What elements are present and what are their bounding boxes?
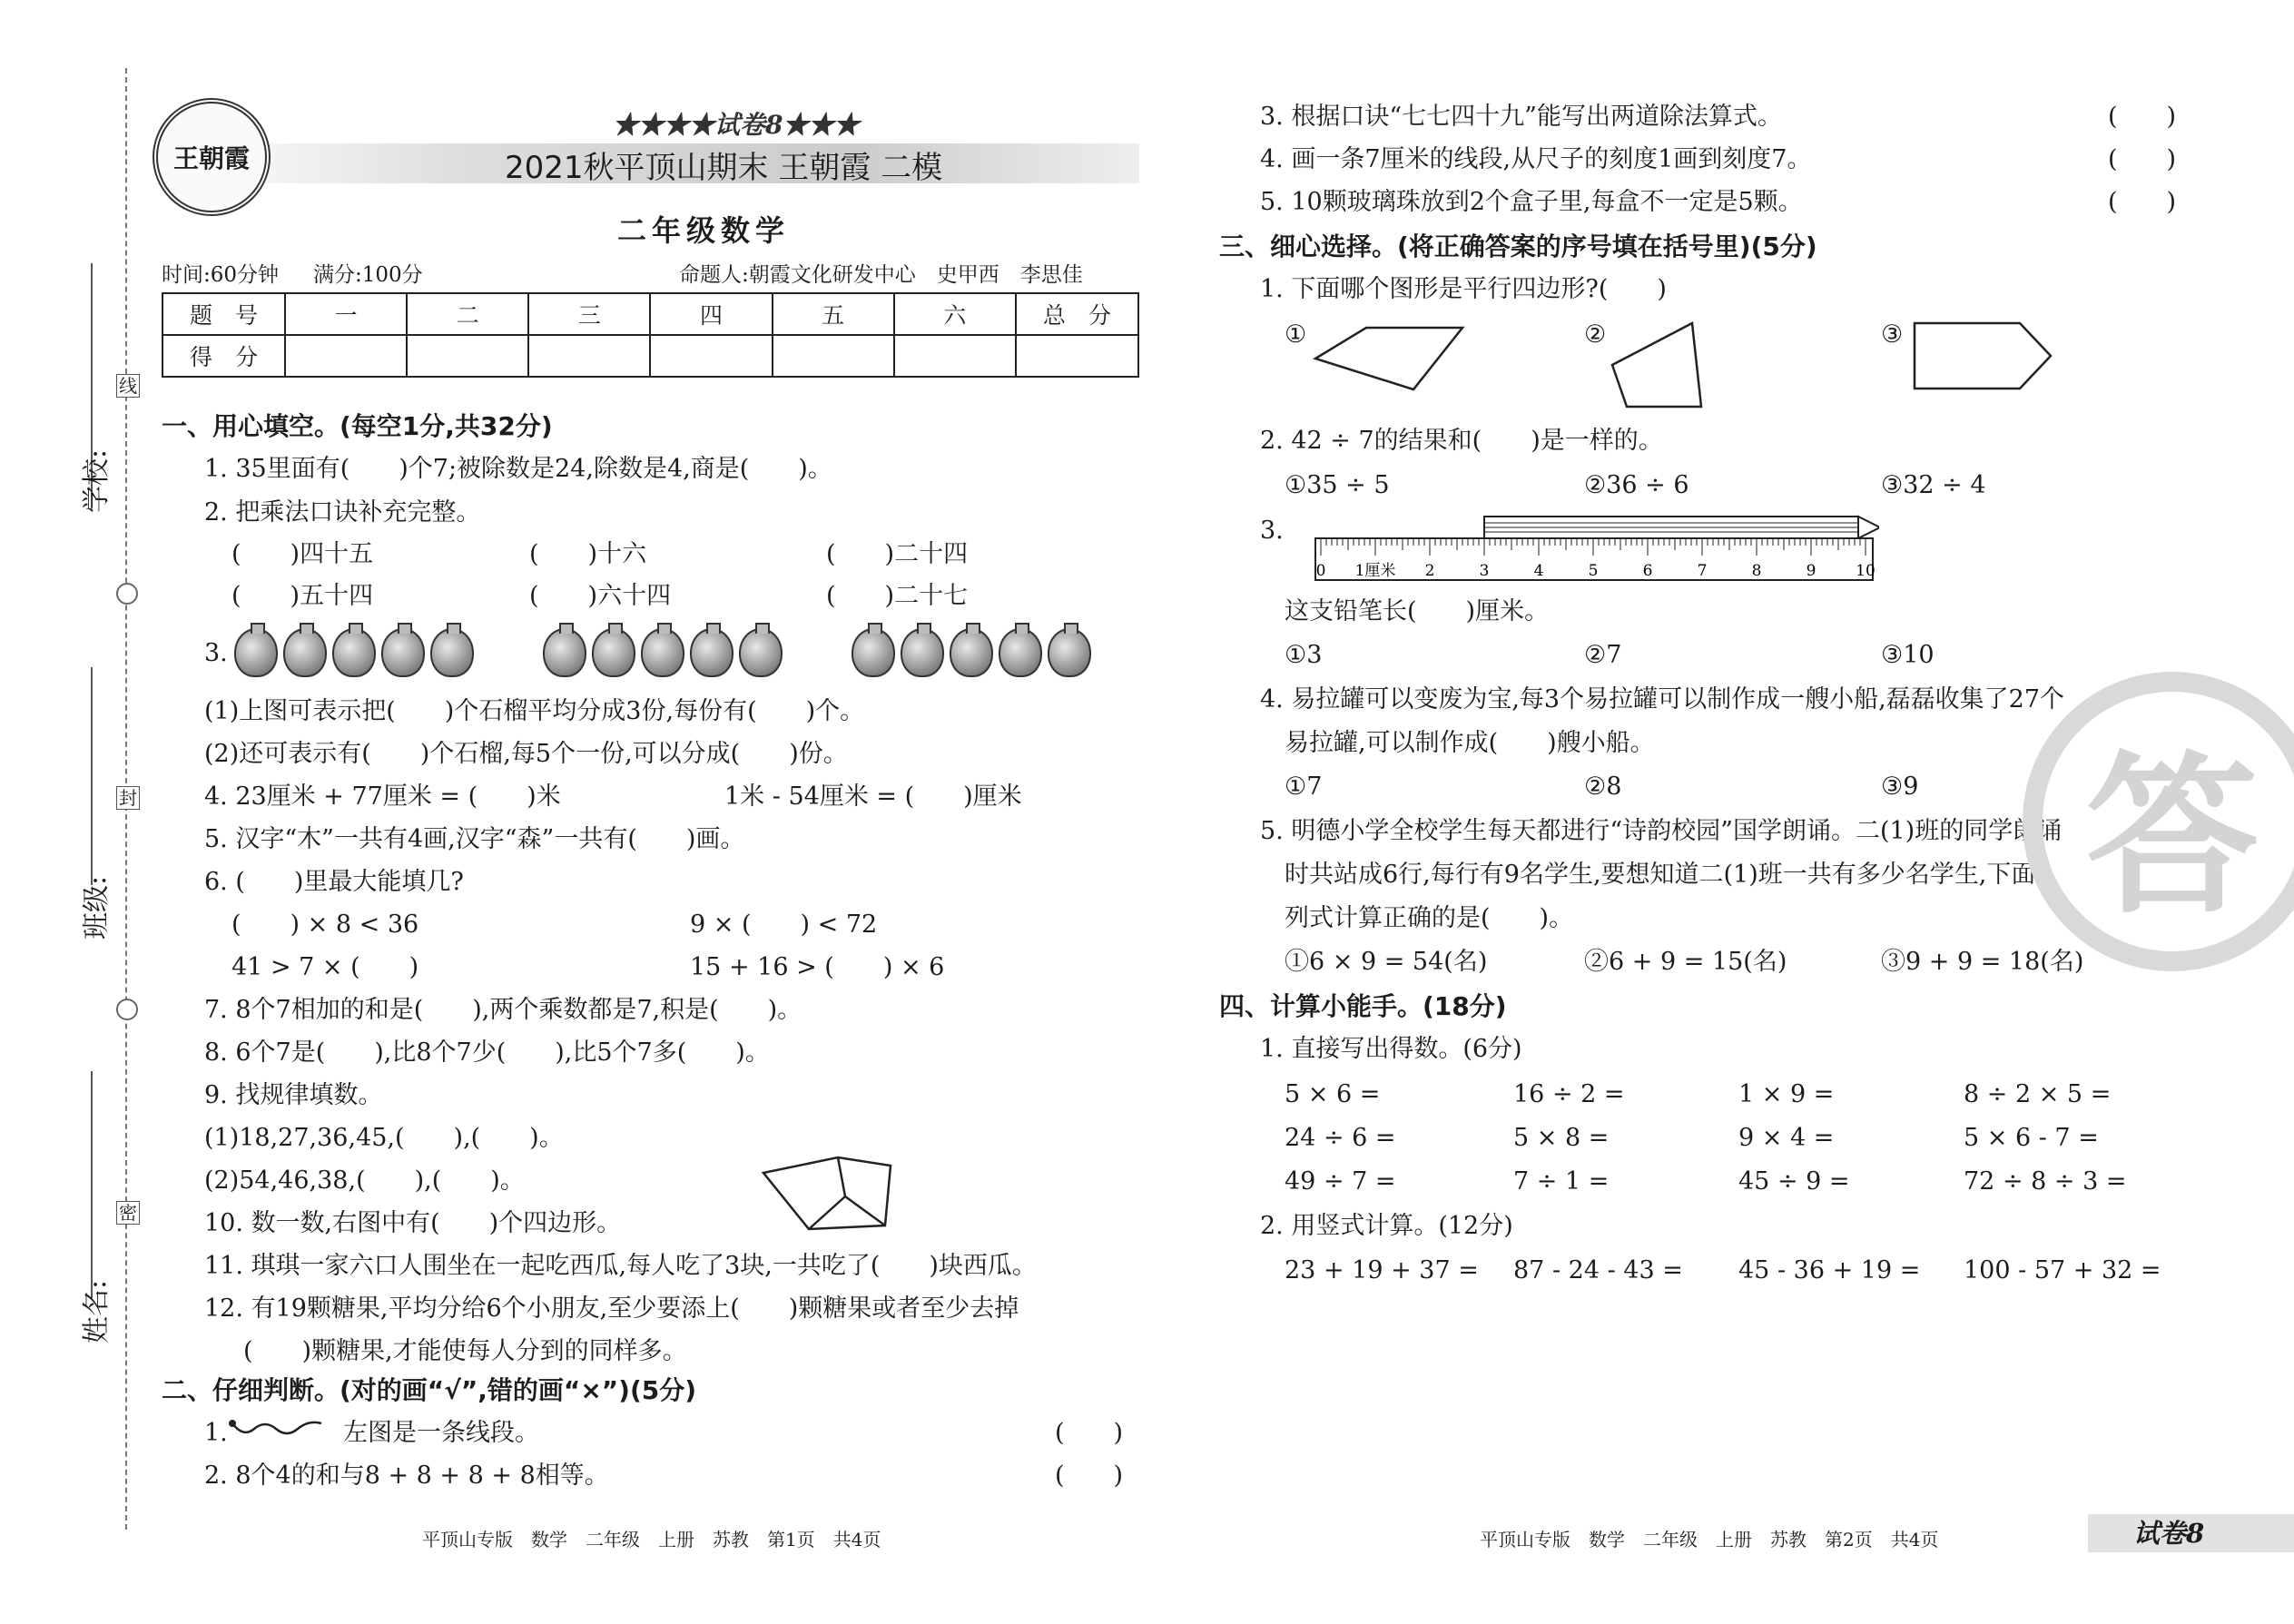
question-6: 6. ( )里最大能填几? (204, 868, 464, 896)
calc-item: 5 × 8 = (1513, 1124, 1610, 1152)
calc-item: 49 ÷ 7 = (1285, 1167, 1396, 1196)
question-3b: (2)还可表示有( )个石榴,每5个一份,可以分成( )份。 (204, 740, 848, 768)
choice-2: 2. 42 ÷ 7的结果和( )是一样的。 (1260, 427, 1663, 455)
binding-circle-2 (116, 999, 138, 1020)
calc-item: 5 × 6 = (1285, 1080, 1381, 1108)
score-input-cell[interactable] (1016, 335, 1138, 377)
ruler-tick-label: 5 (1588, 562, 1599, 580)
table-cell: 四 (650, 293, 772, 335)
judge-2-answer[interactable]: ( ) (1055, 1462, 1124, 1490)
ruler-tick-label: 4 (1533, 562, 1544, 580)
question-1: 1. 35里面有( )个7;被除数是24,除数是4,商是( )。 (204, 455, 832, 483)
shape-trapezoid (1607, 320, 1716, 410)
choice-5b: 时共站成6行,每行有9名学生,要想知道二(1)班一共有多少名学生,下面 (1285, 861, 2036, 889)
ruler-tick-label: 8 (1751, 562, 1762, 580)
quadrilateral-figure (758, 1153, 894, 1235)
choice-4a: 4. 易拉罐可以变废为宝,每3个易拉罐可以制作成一艘小船,磊磊收集了27个 (1260, 685, 2065, 714)
question-3-number: 3. (204, 639, 228, 667)
pomegranate-icon (739, 628, 783, 677)
c1-option: ① (1285, 320, 1307, 349)
calc-item: 45 ÷ 9 = (1738, 1167, 1850, 1196)
q2-item: ( )四十五 (231, 540, 374, 568)
table-cell: 得 分 (162, 335, 285, 377)
ruler-tick-label: 0 (1315, 562, 1326, 580)
exam-authors: 命题人:朝霞文化研发中心 史甲西 李思佳 (679, 263, 1083, 287)
judge-2: 2. 8个4的和与8 + 8 + 8 + 8相等。 (204, 1462, 609, 1490)
calc-item: 16 ÷ 2 = (1513, 1080, 1625, 1108)
class-underline (91, 667, 93, 885)
pomegranate-icon (234, 628, 278, 677)
judge-1-answer[interactable]: ( ) (1055, 1419, 1124, 1447)
choice-3-text: 这支铅笔长( )厘米。 (1285, 597, 1550, 625)
pomegranate-row (234, 628, 1097, 681)
calc-1: 1. 直接写出得数。(6分) (1260, 1035, 1522, 1063)
pomegranate-icon (1048, 628, 1091, 677)
q2-item: ( )二十四 (826, 540, 969, 568)
c5-option: ②6 + 9 = 15(名) (1584, 948, 1787, 976)
c3-option: ①3 (1285, 641, 1323, 669)
subject-title: 二年级数学 (617, 213, 791, 248)
section-2-heading: 二、仔细判断。(对的画“√”,错的画“×”)(5分) (162, 1375, 697, 1405)
judge-4-answer[interactable]: ( ) (2108, 145, 2177, 173)
logo-seal (153, 98, 271, 216)
exam-full-marks: 满分:100分 (313, 263, 423, 287)
pomegranate-icon (381, 628, 425, 677)
pomegranate-icon (543, 628, 586, 677)
c5-option: ①6 × 9 = 54(名) (1285, 948, 1488, 976)
pomegranate-icon (592, 628, 635, 677)
c2-option: ②36 ÷ 6 (1584, 471, 1689, 499)
wavy-line-figure (227, 1416, 327, 1443)
choice-3-number: 3. (1260, 517, 1284, 545)
score-input-cell[interactable] (650, 335, 772, 377)
ruler-tick-label: 7 (1697, 562, 1708, 580)
table-cell: 三 (528, 293, 650, 335)
ruler-tick-label: 9 (1806, 562, 1816, 580)
question-4b: 1米 - 54厘米 = ( )厘米 (724, 782, 1022, 811)
vertical-calc-item: 23 + 19 + 37 = (1285, 1256, 1479, 1284)
q2-item: ( )二十七 (826, 582, 969, 610)
c1-option: ③ (1881, 320, 1904, 349)
judge-3-answer[interactable]: ( ) (2108, 103, 2177, 131)
calc-item: 24 ÷ 6 = (1285, 1124, 1396, 1152)
binding-circle-1 (116, 583, 138, 605)
judge-1: 左图是一条线段。 (343, 1419, 539, 1447)
exam-title: 2021秋平顶山期末 王朝霞 二模 (505, 150, 943, 186)
pomegranate-icon (950, 628, 993, 677)
q2-item: ( )六十四 (529, 582, 672, 610)
vertical-calc-item: 100 - 57 + 32 = (1964, 1256, 2161, 1284)
shape-pentagon (1911, 320, 2056, 392)
score-input-cell[interactable] (285, 335, 407, 377)
q2-item: ( )五十四 (231, 582, 374, 610)
q6-item: ( ) × 8 < 36 (231, 910, 419, 939)
paper-tag-label: 试卷8 (2133, 1518, 2205, 1549)
table-cell: 五 (773, 293, 894, 335)
table-cell: 六 (894, 293, 1016, 335)
calc-2: 2. 用竖式计算。(12分) (1260, 1212, 1513, 1240)
pomegranate-icon (852, 628, 895, 677)
q6-item: 9 × ( ) < 72 (690, 910, 878, 939)
q6-item: 15 + 16 > ( ) × 6 (690, 953, 945, 981)
question-12b: ( )颗糖果,才能使每人分到的同样多。 (243, 1337, 687, 1365)
score-table (162, 292, 1139, 378)
score-table-score-row (162, 335, 1138, 377)
ruler-tick-label: 1厘米 (1354, 562, 1396, 580)
q2-item: ( )十六 (529, 540, 647, 568)
question-8: 8. 6个7是( ),比8个7少( ),比5个7多( )。 (204, 1038, 770, 1067)
question-9b: (2)54,46,38,( ),( )。 (204, 1166, 525, 1195)
question-10: 10. 数一数,右图中有( )个四边形。 (204, 1209, 622, 1237)
judge-5-answer[interactable]: ( ) (2108, 188, 2177, 216)
choice-5c: 列式计算正确的是( )。 (1285, 904, 1574, 932)
calc-item: 8 ÷ 2 × 5 = (1964, 1080, 2112, 1108)
feng-mark: 封 (116, 786, 140, 810)
table-cell: 二 (407, 293, 528, 335)
c3-option: ②7 (1584, 641, 1622, 669)
exam-series: ★★★★试卷8★★★ (613, 110, 860, 140)
q6-item: 41 > 7 × ( ) (231, 953, 419, 981)
shape-rhombus (1312, 322, 1466, 395)
pomegranate-icon (999, 628, 1042, 677)
ruler-with-pencil (1312, 511, 1879, 586)
calc-item: 1 × 9 = (1738, 1080, 1835, 1108)
vertical-calc-item: 45 - 36 + 19 = (1738, 1256, 1921, 1284)
c2-option: ①35 ÷ 5 (1285, 471, 1390, 499)
c1-option: ② (1584, 320, 1607, 349)
score-input-cell[interactable] (407, 335, 528, 377)
vertical-calc-item: 87 - 24 - 43 = (1513, 1256, 1683, 1284)
score-input-cell[interactable] (528, 335, 650, 377)
question-11: 11. 琪琪一家六口人围坐在一起吃西瓜,每人吃了3块,一共吃了( )块西瓜。 (204, 1252, 1037, 1280)
calc-item: 72 ÷ 8 ÷ 3 = (1964, 1167, 2127, 1196)
ruler-tick-label: 10 (1856, 562, 1876, 580)
section-1-heading: 一、用心填空。(每空1分,共32分) (162, 411, 553, 441)
question-4a: 4. 23厘米 + 77厘米 = ( )米 (204, 782, 561, 811)
judge-1-number: 1. (204, 1419, 228, 1447)
calc-item: 7 ÷ 1 = (1513, 1167, 1610, 1196)
score-table-header-row (162, 293, 1138, 335)
c4-option: ③9 (1881, 773, 1919, 801)
exam-time: 时间:60分钟 (162, 263, 280, 287)
c2-option: ③32 ÷ 4 (1881, 471, 1986, 499)
page-footer-right: 平顶山专版 数学 二年级 上册 苏教 第2页 共4页 (1480, 1529, 1939, 1550)
xian-mark: 线 (116, 374, 140, 398)
choice-5a: 5. 明德小学全校学生每天都进行“诗韵校园”国学朗诵。二(1)班的同学朗诵 (1260, 817, 2063, 845)
judge-4: 4. 画一条7厘米的线段,从尺子的刻度1画到刻度7。 (1260, 145, 1812, 173)
table-cell: 题 号 (162, 293, 285, 335)
question-9a: (1)18,27,36,45,( ),( )。 (204, 1124, 564, 1152)
pomegranate-icon (901, 628, 944, 677)
table-cell: 一 (285, 293, 407, 335)
score-input-cell[interactable] (894, 335, 1016, 377)
page-footer-left: 平顶山专版 数学 二年级 上册 苏教 第1页 共4页 (422, 1529, 881, 1550)
section-3-heading: 三、细心选择。(将正确答案的序号填在括号里)(5分) (1219, 231, 1817, 261)
c3-option: ③10 (1881, 641, 1935, 669)
pomegranate-icon (641, 628, 684, 677)
score-input-cell[interactable] (773, 335, 894, 377)
judge-5: 5. 10颗玻璃珠放到2个盒子里,每盒不一定是5颗。 (1260, 188, 1803, 216)
name-label: 姓名: (81, 1279, 113, 1344)
name-underline (91, 1071, 93, 1298)
ruler-tick-label: 2 (1424, 562, 1435, 580)
pomegranate-icon (332, 628, 376, 677)
answer-stamp-watermark (2023, 672, 2294, 971)
choice-4b: 易拉罐,可以制作成( )艘小船。 (1285, 729, 1655, 757)
pomegranate-icon (690, 628, 733, 677)
ruler-tick-label: 3 (1479, 562, 1490, 580)
question-3a: (1)上图可表示把( )个石榴平均分成3份,每份有( )个。 (204, 697, 865, 725)
calc-item: 9 × 4 = (1738, 1124, 1835, 1152)
choice-1: 1. 下面哪个图形是平行四边形?( ) (1260, 275, 1667, 303)
pomegranate-icon (283, 628, 327, 677)
ruler-tick-label: 6 (1642, 562, 1653, 580)
class-label: 班级: (81, 875, 113, 940)
c4-option: ①7 (1285, 773, 1323, 801)
question-2: 2. 把乘法口诀补充完整。 (204, 498, 481, 527)
c4-option: ②8 (1584, 773, 1622, 801)
stamp-text: 答 (2085, 735, 2259, 937)
question-9: 9. 找规律填数。 (204, 1081, 383, 1109)
question-7: 7. 8个7相加的和是( ),两个乘数都是7,积是( )。 (204, 996, 802, 1024)
question-12a: 12. 有19颗糖果,平均分给6个小朋友,至少要添上( )颗糖果或者至少去掉 (204, 1294, 1019, 1323)
mi-mark: 密 (116, 1201, 140, 1225)
section-4-heading: 四、计算小能手。(18分) (1219, 991, 1507, 1021)
c5-option: ③9 + 9 = 18(名) (1881, 948, 2084, 976)
calc-item: 5 × 6 - 7 = (1964, 1124, 2099, 1152)
school-label: 学校: (81, 448, 113, 514)
question-5: 5. 汉字“木”一共有4画,汉字“森”一共有( )画。 (204, 825, 745, 853)
pomegranate-icon (430, 628, 474, 677)
judge-3: 3. 根据口诀“七七四十九”能写出两道除法算式。 (1260, 103, 1782, 131)
table-cell: 总 分 (1016, 293, 1138, 335)
logo-text: 王朝霞 (172, 143, 250, 173)
